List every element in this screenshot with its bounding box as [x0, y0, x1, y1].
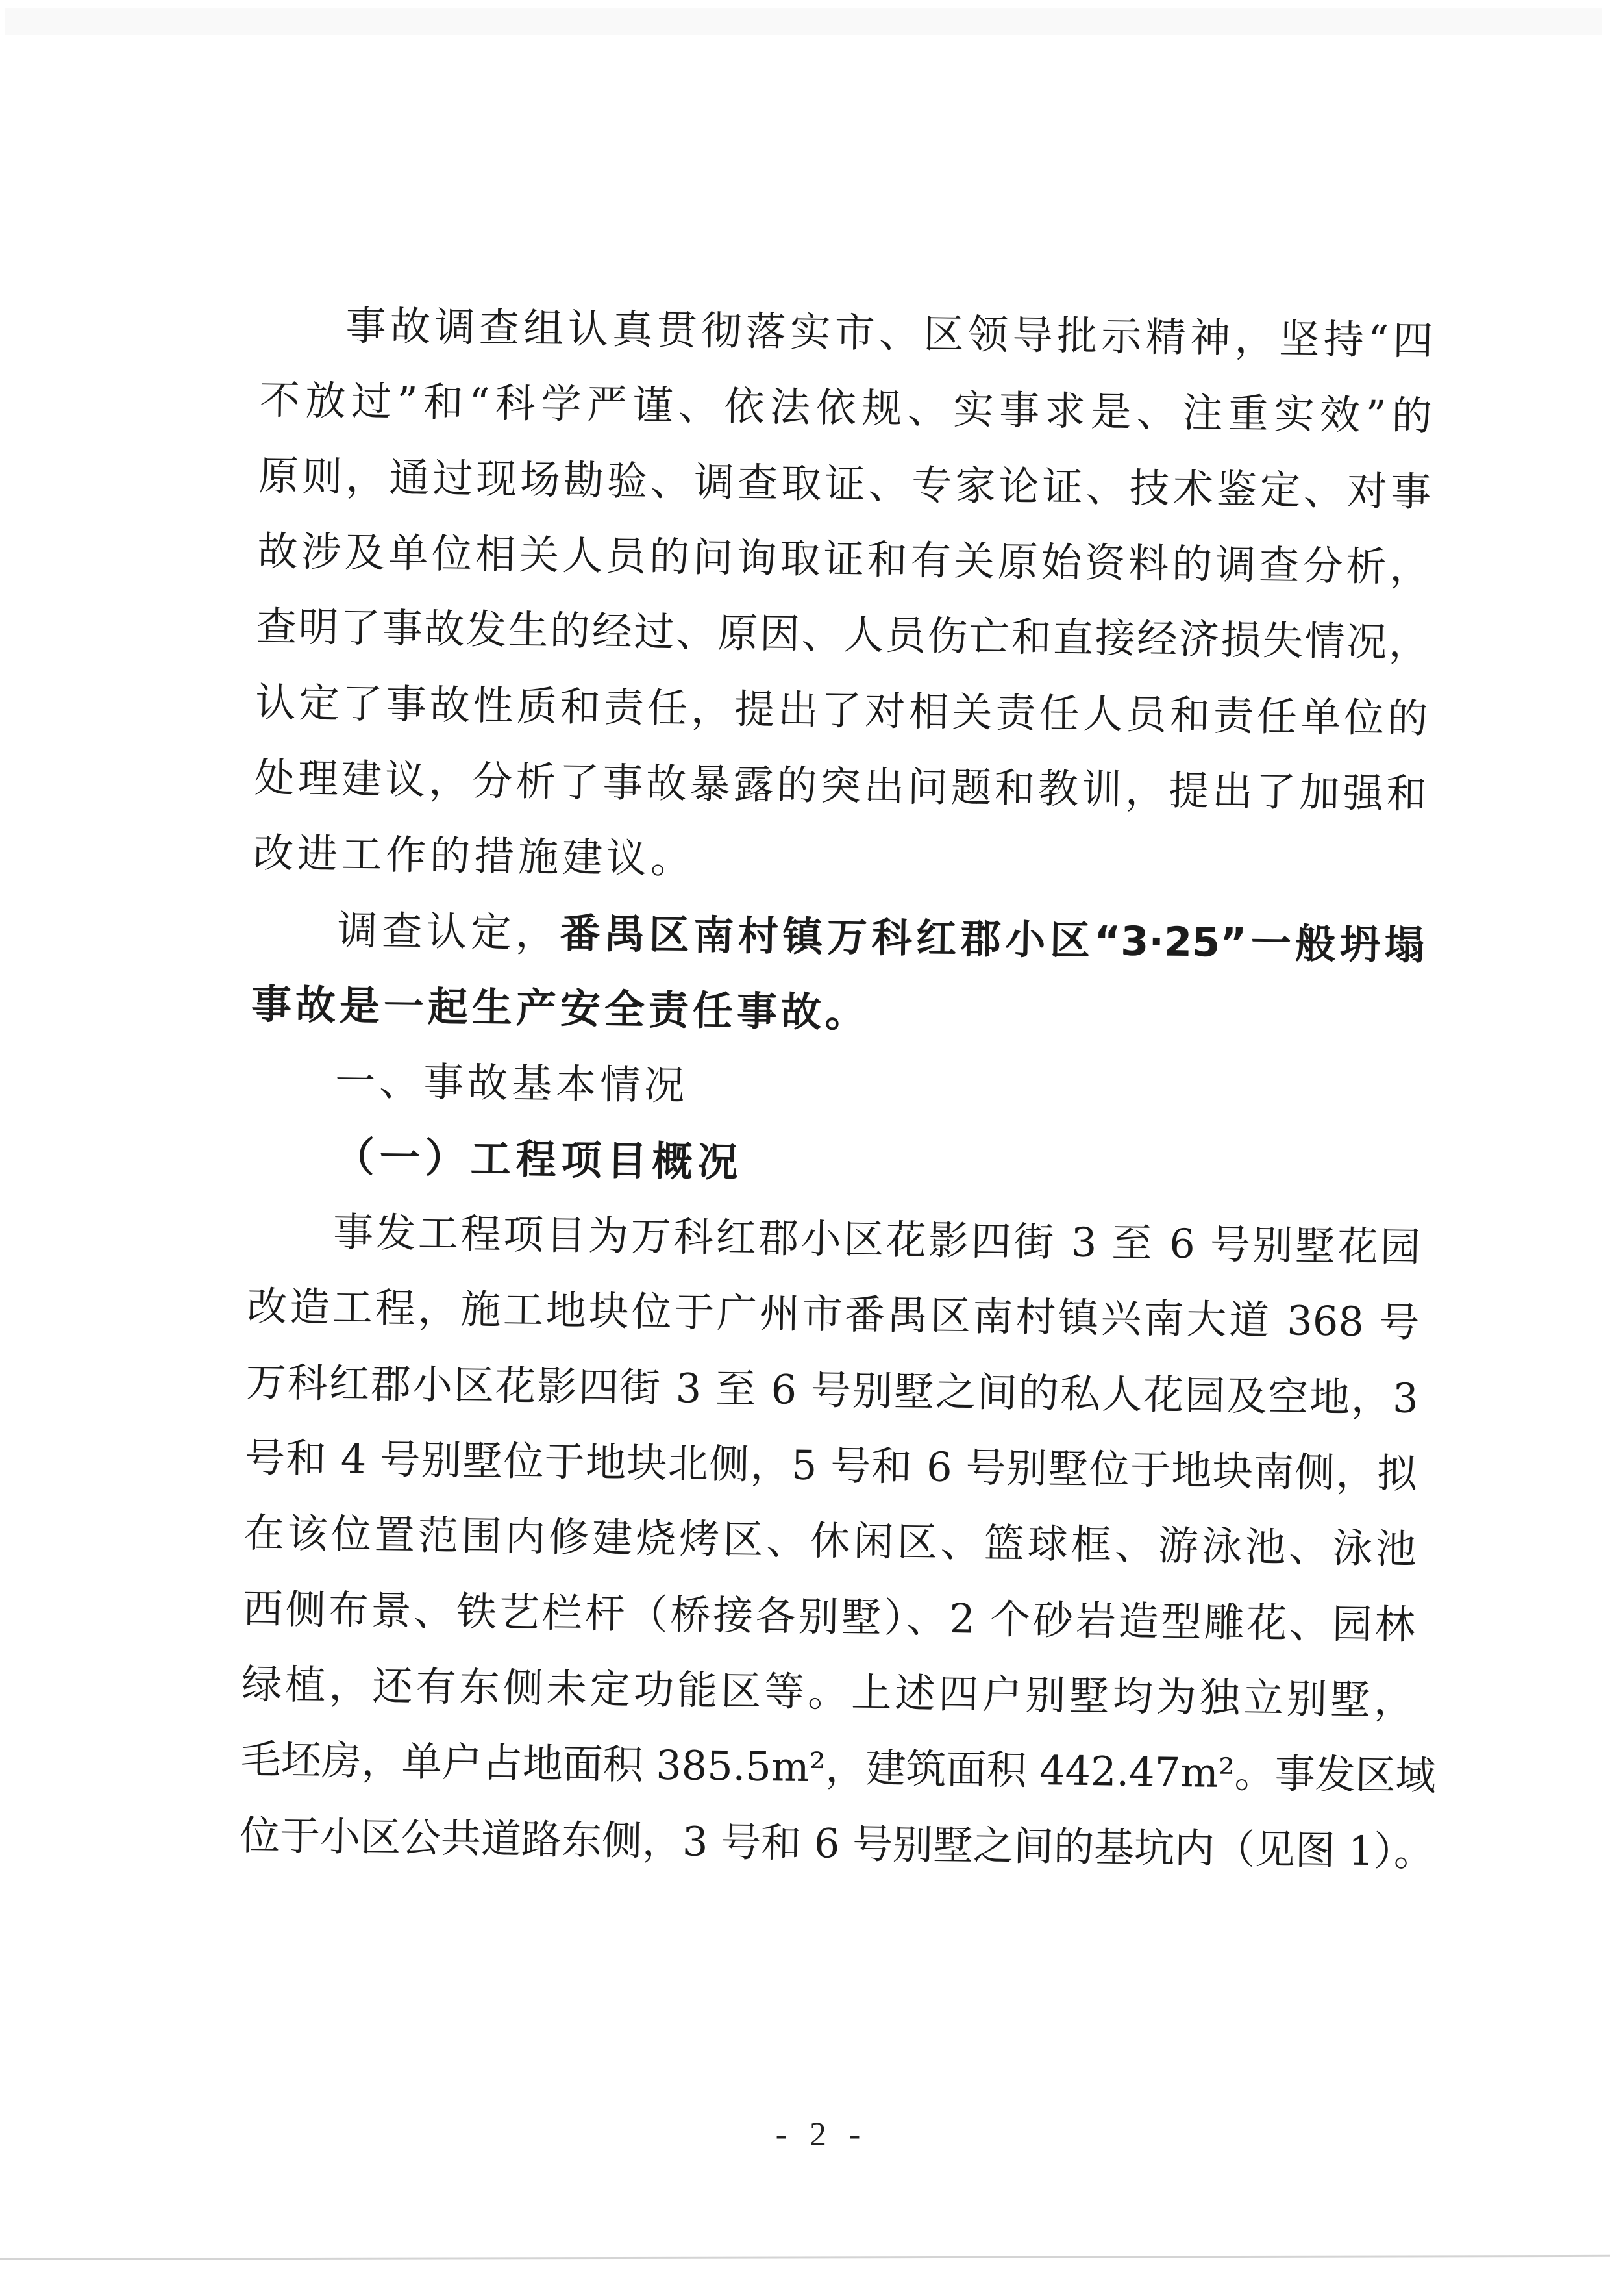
paragraph-3-line-9: 位于小区公共道路东侧，3 号和 6 号别墅之间的基坑内（见图 1）。	[239, 1811, 1435, 1876]
paragraph-1-line-8: 改进工作的措施建议。	[253, 829, 695, 883]
paragraph-3-line-5: 在该位置范围内修建烧烤区、休闲区、篮球框、游泳池、泳池	[243, 1508, 1417, 1573]
paragraph-1-line-2: 不放过”和“科学严谨、依法依规、实事求是、注重实效”的	[259, 375, 1433, 440]
conclusion-line-1	[337, 905, 1425, 971]
conclusion-lead: 调查认定，	[337, 906, 561, 957]
paragraph-1-line-1: 事故调查组认真贯彻落实市、区领导批示精神，坚持“四	[345, 301, 1433, 365]
paragraph-1-line-5: 查明了事故发生的经过、原因、人员伤亡和直接经济损失情况，	[256, 602, 1430, 667]
paragraph-3-line-3: 万科红郡小区花影四街 3 至 6 号别墅之间的私人花园及空地，3	[245, 1358, 1419, 1423]
paragraph-3-line-1: 事发工程项目为万科红郡小区花影四街 3 至 6 号别墅花园	[332, 1208, 1421, 1271]
paragraph-3-line-4: 号和 4 号别墅位于地块北侧，5 号和 6 号别墅位于地块南侧，拟	[244, 1433, 1418, 1498]
section-heading: 一、事故基本情况	[334, 1056, 689, 1110]
paragraph-3-line-8: 毛坯房，单户占地面积 385.5m²，建筑面积 442.47m²。事发区域	[240, 1735, 1437, 1800]
paragraph-3-line-6: 西侧布景、铁艺栏杆（桥接各别墅）、2 个砂岩造型雕花、园林	[242, 1584, 1416, 1649]
paragraph-1-line-6: 认定了事故性质和责任，提出了对相关责任人员和责任单位的	[254, 678, 1428, 743]
conclusion-line-2: 事故是一起生产安全责任事故。	[251, 980, 870, 1037]
subsection-heading: （一）工程项目概况	[334, 1132, 744, 1186]
conclusion-bold-text: 番禺区南村镇万科红郡小区“3·25”一般坍塌	[560, 909, 1425, 969]
page-number: - 2 -	[775, 2116, 861, 2153]
paragraph-1-line-7: 处理建议，分析了事故暴露的突出问题和教训，提出了加强和	[254, 753, 1428, 818]
paragraph-1-line-3: 原则，通过现场勘验、调查取证、专家论证、技术鉴定、对事	[258, 451, 1431, 516]
paragraph-3-line-2: 改造工程，施工地块位于广州市番禺区南村镇兴南大道 368 号	[246, 1282, 1420, 1347]
paragraph-1-line-4: 故涉及单位相关人员的问询取证和有关原始资料的调查分析，	[257, 527, 1431, 592]
paragraph-3-line-7: 绿植，还有东侧未定功能区等。上述四户别墅均为独立别墅，	[241, 1660, 1415, 1725]
